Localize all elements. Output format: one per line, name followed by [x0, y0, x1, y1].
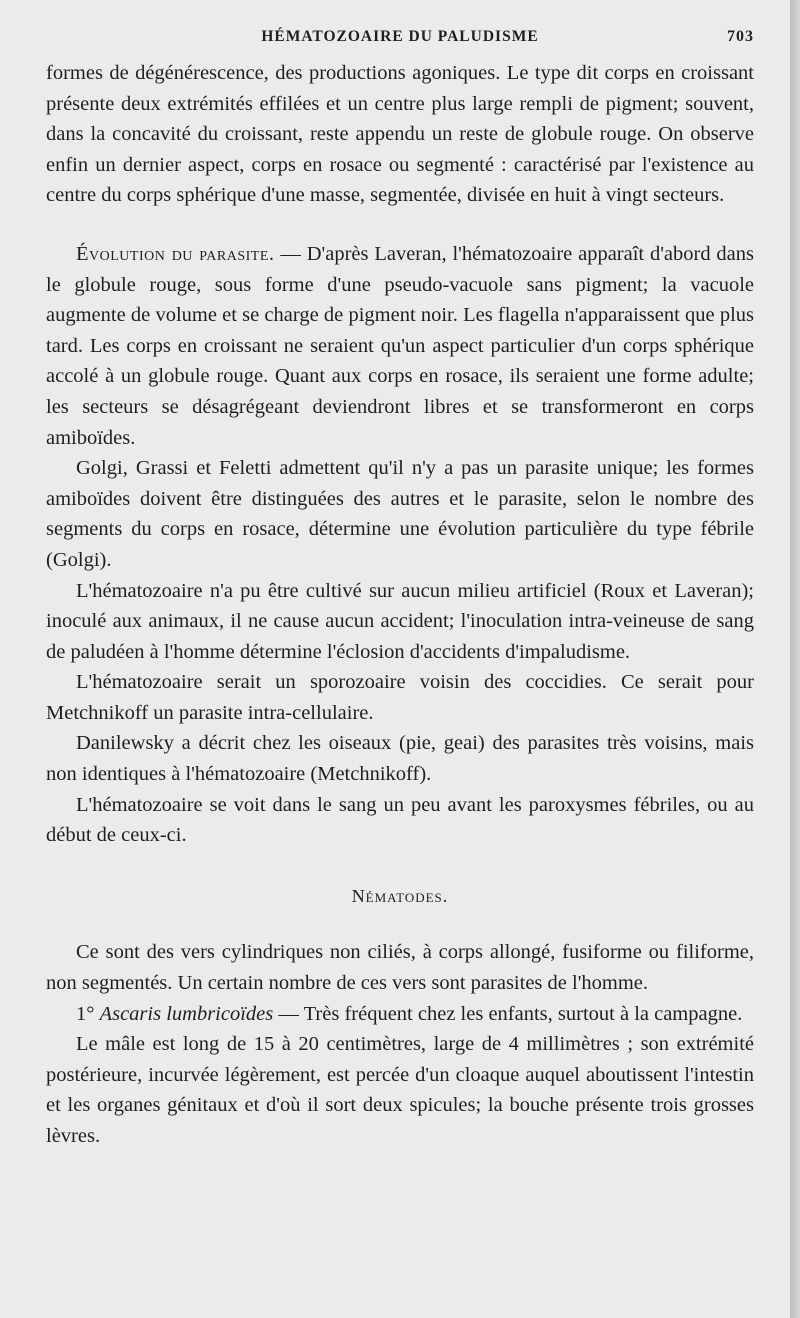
paragraph-male: Le mâle est long de 15 à 20 centimètres, large de 4 millimètres ; son extrémité postérieure, incurvée légèrement, est percée d'un cloaque auquel aboutissent l'intestin et les organes génitaux et d'où il sort deux spicules; la bouche présente trois grosses lèvres.: [46, 1033, 754, 1147]
spacer: [46, 211, 754, 239]
running-title: HÉMATOZOAIRE DU PALUDISME: [261, 28, 539, 45]
body-text: [46, 58, 754, 1152]
paragraph-nematodes: Ce sont des vers cylindriques non ciliés, à corps allongé, fusiforme ou filiforme, non segmentés. Un certain nombre de ces vers sont parasites de l'homme.: [46, 941, 754, 995]
paragraph-sporozoaire: L'hématozoaire serait un sporozoaire voisin des coccidies. Ce serait pour Metchnikoff un parasite intra-cellulaire.: [46, 671, 754, 724]
paragraph-paroxysmes: L'hématozoaire se voit dans le sang un peu avant les paroxysmes fébriles, ou au début de ceux-ci.: [46, 793, 754, 847]
list-number: 1°: [76, 1002, 95, 1025]
paragraph-evolution-text: — D'après Laveran, l'hématozoaire apparaît d'abord dans le globule rouge, sous forme d'une pseudo-vacuole sans pigment; la vacuole augmente de volume et se charge de pigment noir. Les flagella n'apparaissent que plus tard. Les corps en croissant ne seraient qu'un aspect particulier d'un corps sphérique accolé à un globule rouge. Quant aux corps en rosace, ils seraient une forme adulte; les secteurs se désagrégeant deviendront libres et se transformeront en corps amiboïdes.: [46, 242, 755, 449]
run-in-heading: Évolution du parasite.: [76, 242, 275, 265]
section-heading: Nématodes.: [351, 885, 449, 906]
paragraph-danilewsky: Danilewsky a décrit chez les oiseaux (pie, geai) des parasites très voisins, mais non identiques à l'hématozoaire (Metchnikoff).: [46, 732, 754, 786]
species-name: Ascaris lumbricoïdes: [99, 1002, 274, 1025]
paragraph-ascaris-text: — Très fréquent chez les enfants, surtout à la campagne.: [273, 1002, 743, 1025]
paragraph-evolution: [46, 239, 754, 453]
running-head: [46, 28, 754, 58]
paragraph-forms: formes de dégénérescence, des productions agoniques. Le type dit corps en croissant présente deux extrémités effilées et un centre plus large rempli de pigment; souvent, dans la concavité du croissant, reste appendu un reste de globule rouge. On observe enfin un dernier aspect, corps en rosace ou segmenté : caractérisé par l'existence au centre du corps sphérique d'une masse, segmentée, divisée en huit à vingt secteurs.: [46, 62, 754, 207]
paragraph-golgi: Golgi, Grassi et Feletti admettent qu'il n'y a pas un parasite unique; les formes amiboïdes doivent être distinguées des autres et le parasite, selon le nombre des segments du corps en rosace, détermine une évolution particulière du type fébrile (Golgi).: [46, 457, 754, 571]
paragraph-culture: L'hématozoaire n'a pu être cultivé sur aucun milieu artificiel (Roux et Laveran); inoculé aux animaux, il ne cause aucun accident; l'inoculation intra-veineuse de sang de paludéen à l'homme détermine l'éclosion d'accidents d'impaludisme.: [46, 579, 754, 663]
paragraph-ascaris: [46, 999, 754, 1030]
page-number: 703: [727, 28, 754, 45]
